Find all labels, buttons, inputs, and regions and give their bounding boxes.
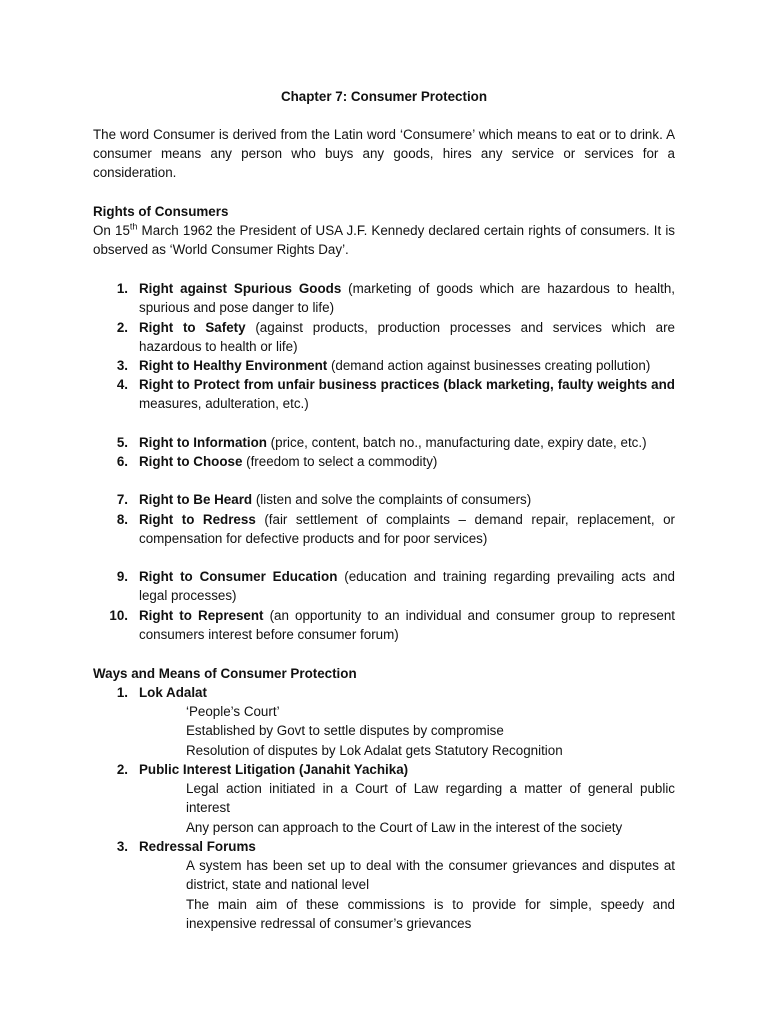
right-description: (education and training regarding prevailing acts and legal processes) — [139, 569, 675, 604]
ways-heading: Ways and Means of Consumer Protection — [93, 666, 357, 681]
right-description: (freedom to select a commodity) — [242, 454, 438, 469]
right-title: Right against Spurious Goods — [139, 281, 342, 296]
page-title: Chapter 7: Consumer Protection — [280, 89, 488, 104]
way-point: A system has been set up to deal with the consumer grievances and disputes at district, state and national level — [186, 858, 675, 893]
way-point: The main aim of these commissions is to provide for simple, speedy and inexpensive redressal of consumer’s grievances — [186, 897, 675, 932]
right-description: (marketing of goods which are hazardous to health, spurious and pose danger to life) — [139, 281, 675, 316]
way-title: Lok Adalat — [139, 685, 207, 700]
right-description: (an opportunity to an individual and consumer group to represent consumers interest before consumer forum) — [139, 608, 675, 643]
list-number: 1. — [116, 281, 128, 296]
list-number: 4. — [116, 377, 128, 392]
right-description: (demand action against businesses creating pollution) — [327, 358, 651, 373]
right-description: (price, content, batch no., manufacturing date, expiry date, etc.) — [266, 435, 647, 450]
list-number: 5. — [116, 435, 128, 450]
way-title: Redressal Forums — [139, 839, 256, 854]
right-title: Right to Healthy Environment — [139, 358, 328, 373]
right-title: Right to Consumer Education — [139, 569, 338, 584]
list-number: 3. — [116, 839, 128, 854]
way-point: Resolution of disputes by Lok Adalat gets Statutory Recognition — [186, 743, 563, 758]
right-description: (fair settlement of complaints – demand repair, replacement, or compensation for defective products and for poor services) — [139, 512, 676, 547]
list-number: 8. — [116, 512, 128, 527]
way-point: Legal action initiated in a Court of Law regarding a matter of general public interest — [186, 781, 675, 816]
right-title: Right to Be Heard — [139, 492, 253, 507]
right-description: (listen and solve the complaints of consumers) — [252, 492, 532, 507]
way-point: Any person can approach to the Court of Law in the interest of the society — [186, 820, 623, 835]
way-title: Public Interest Litigation (Janahit Yachika) — [139, 762, 409, 777]
right-description: (against products, production processes and services which are hazardous to health or life) — [139, 320, 675, 355]
list-number: 1. — [116, 685, 128, 700]
list-number: 9. — [116, 569, 128, 584]
right-description: measures, adulteration, etc.) — [139, 396, 309, 412]
list-number: 7. — [116, 492, 128, 507]
way-point: ‘People’s Court’ — [186, 704, 280, 719]
list-number: 2. — [116, 320, 128, 335]
rights-paragraph — [93, 221, 675, 259]
list-number: 6. — [116, 454, 128, 469]
right-title: Right to Information — [139, 435, 267, 450]
intro-paragraph: The word Consumer is derived from the Latin word ‘Consumere’ which means to eat or to drink. A consumer means any person who buys any goods, hires any service or services for a consideration. — [93, 127, 675, 181]
right-title: Right to Choose — [139, 454, 243, 469]
ordinal-superscript: th — [129, 221, 138, 232]
rights-text-part: On 15 — [93, 223, 130, 238]
rights-text-part: March 1962 the President of USA J.F. Kennedy declared certain rights of consumers. It is observed as ‘World Consumer Rights Day’. — [93, 223, 675, 258]
rights-heading: Rights of Consumers — [93, 204, 229, 219]
list-number: 10. — [109, 608, 128, 623]
list-number: 3. — [116, 358, 128, 373]
right-title: Right to Represent — [139, 608, 264, 623]
right-title: Right to Redress — [139, 512, 256, 527]
way-point: Established by Govt to settle disputes by compromise — [186, 723, 504, 738]
right-title: Right to Protect from unfair business practices (black marketing, faulty weights and — [139, 377, 675, 392]
right-title: Right to Safety — [139, 320, 246, 335]
list-number: 2. — [116, 762, 128, 777]
